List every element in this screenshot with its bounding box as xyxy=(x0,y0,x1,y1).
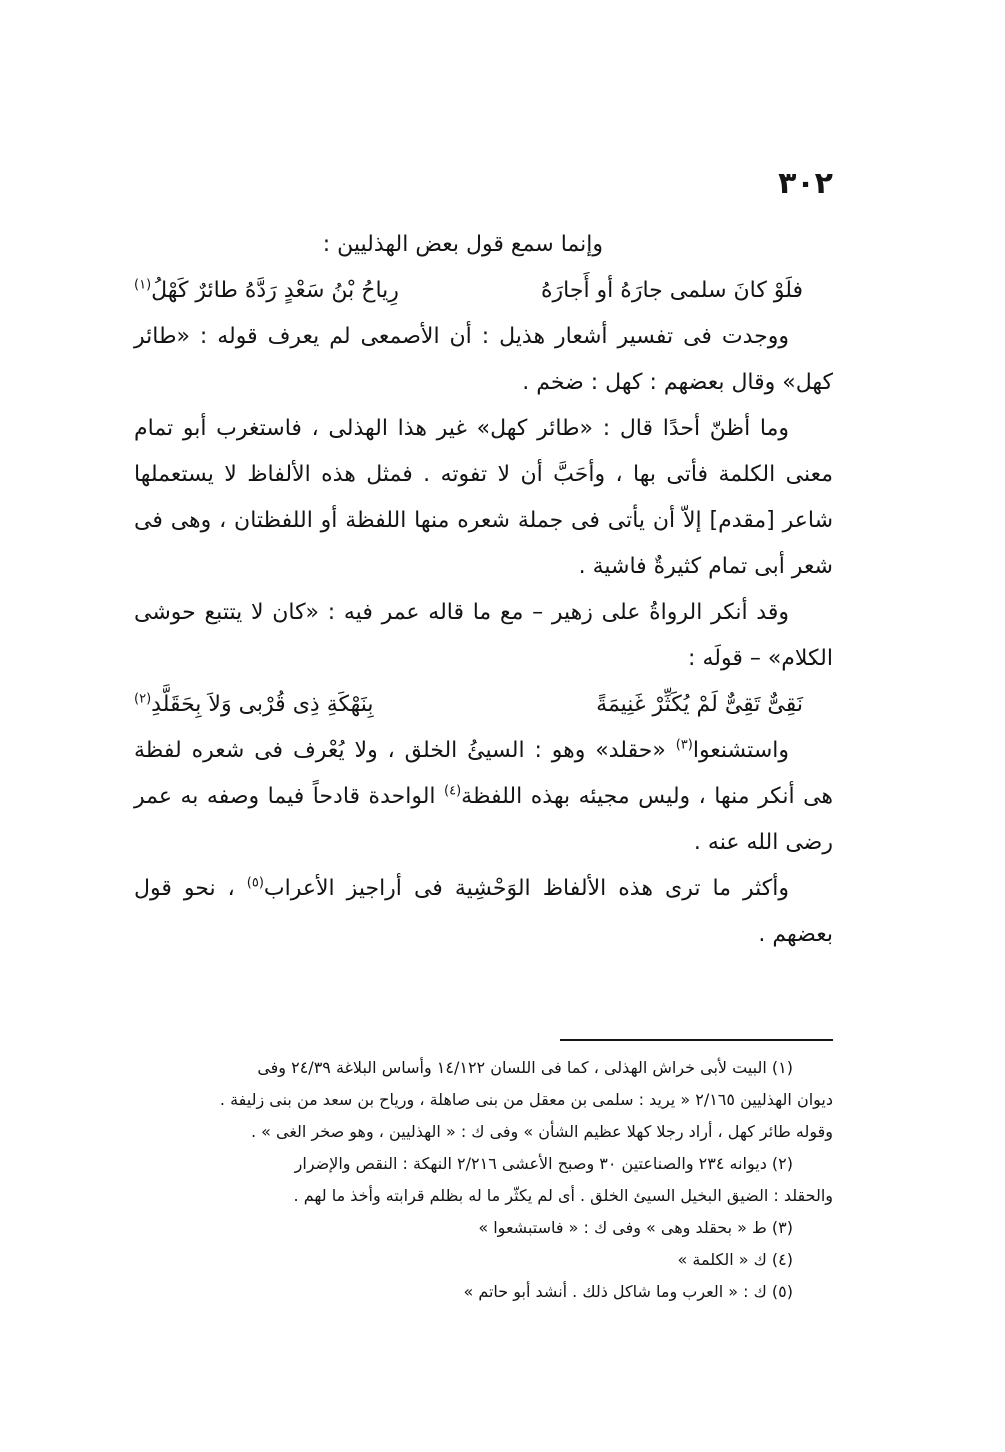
paragraph-asmai: ووجدت فى تفسير أشعار هذيل : أن الأصمعى لم يعرف قوله : «طائر كهل» وقال بعضهم : كهل : ضخم . xyxy=(134,324,833,395)
paragraph-arajiz-part-a: وأكثر ما ترى هذه الألفاظ الوَحْشِية فى أراجيز الأعراب xyxy=(263,876,789,901)
paragraph-haqallad-part-b: «حقلد» وهو : السيئُ الخلق ، ولا يُعْرف فى شعره لفظة هى أنكر منها ، وليس مجيئه بهذه اللفظة xyxy=(134,738,834,809)
paragraph-arajiz xyxy=(134,866,833,958)
paragraph-haqallad-part-a: واستشنعوا xyxy=(692,738,789,763)
main-text xyxy=(134,222,833,958)
verse-2-second-text: بِنَهْكَةِ ذِى قُرْبى وَلاَ بِحَقَلَّدِ xyxy=(151,692,374,717)
footnote-ref-2: (٢) xyxy=(134,691,152,707)
footnote-1-line-3: وقوله طائر كهل ، أراد رجلا كهلا عظيم الشأن » وفى ك : « الهذليين ، وهو صخر الغى » . xyxy=(250,1122,833,1141)
footnote-4: (٤) ك « الكلمة » xyxy=(677,1250,793,1269)
footnote-2-line-2: والحقلد : الضيق البخيل السيئ الخلق . أى لم يكثّر ما له بظلم قرابته وأخذ ما لهم . xyxy=(293,1186,833,1205)
footnote-ref-5: (٥) xyxy=(246,875,264,891)
paragraph-abu-tammam: وما أظنّ أحدًا قال : «طائر كهل» غير هذا الهذلى ، فاستغرب أبو تمام معنى الكلمة فأتى بها ، وأحَبَّ أن لا تفوته . فمثل هذه الألفاظ لا يستعملها شاعر [مقدم] إلاّ أن يأتى فى جملة شعره منها اللفظة أو اللفظتان ، وهى فى شعر أبى تمام كثيرةٌ فاشية . xyxy=(134,416,833,579)
footnote-divider xyxy=(560,1039,833,1041)
paragraph-intro: وإنما سمع قول بعض الهذليين : xyxy=(322,232,603,257)
verse-1-second-hemistich xyxy=(134,268,399,314)
paragraph-haqallad-part-c: الواحدة قادحاً فيما وصفه به عمر رضى الله عنه . xyxy=(134,784,833,855)
verse-1 xyxy=(134,268,833,314)
verse-2-first-hemistich: نَقِىٌّ تَقِىٌّ لَمْ يُكَثِّرْ غَنِيمَةً xyxy=(596,692,803,717)
paragraph-arajiz-part-b: ، نحو قول بعضهم . xyxy=(134,876,833,947)
footnote-3: (٣) ط « بحقلد وهى » وفى ك : « فاستبشعوا » xyxy=(478,1218,793,1237)
verse-2 xyxy=(134,682,833,728)
paragraph-haqallad xyxy=(134,728,833,866)
footnote-ref-1: (١) xyxy=(134,277,152,293)
footnote-5: (٥) ك : « العرب وما شاكل ذلك . أنشد أبو حاتم » xyxy=(463,1282,793,1301)
verse-2-second-hemistich xyxy=(134,682,374,728)
footnote-1-line-2: ديوان الهذليين ٢/١٦٥ « يريد : سلمى بن معقل من بنى صاهلة ، ورياح بن سعد من بنى زليفة . xyxy=(219,1090,833,1109)
verse-1-second-text: رِياحُ بْنُ سَعْدٍ رَدَّهُ طائرٌ كَهْلُ xyxy=(151,278,399,303)
footnote-2-line-1: (٢) ديوانه ٢٣٤ والصناعتين ٣٠ وصبح الأعشى ٢/٢١٦ النهكة : النقص والإضرار xyxy=(294,1154,793,1173)
footnote-ref-4: (٤) xyxy=(444,783,462,799)
verse-1-first-hemistich: فلَوْ كانَ سلمى جارَهُ أو أَجارَهُ xyxy=(541,278,803,303)
page-number: ٣٠٢ xyxy=(778,166,833,201)
footnote-ref-3: (٣) xyxy=(675,737,693,753)
paragraph-zuhair: وقد أنكر الرواةُ على زهير – مع ما قاله عمر فيه : «كان لا يتتبع حوشى الكلام» – قولَه : xyxy=(134,600,833,671)
footnote-1-line-1: (١) البيت لأبى خراش الهذلى ، كما فى اللسان ١٤/١٢٢ وأساس البلاغة ٢٤/٣٩ وفى xyxy=(257,1058,793,1077)
footnotes xyxy=(134,1052,833,1308)
